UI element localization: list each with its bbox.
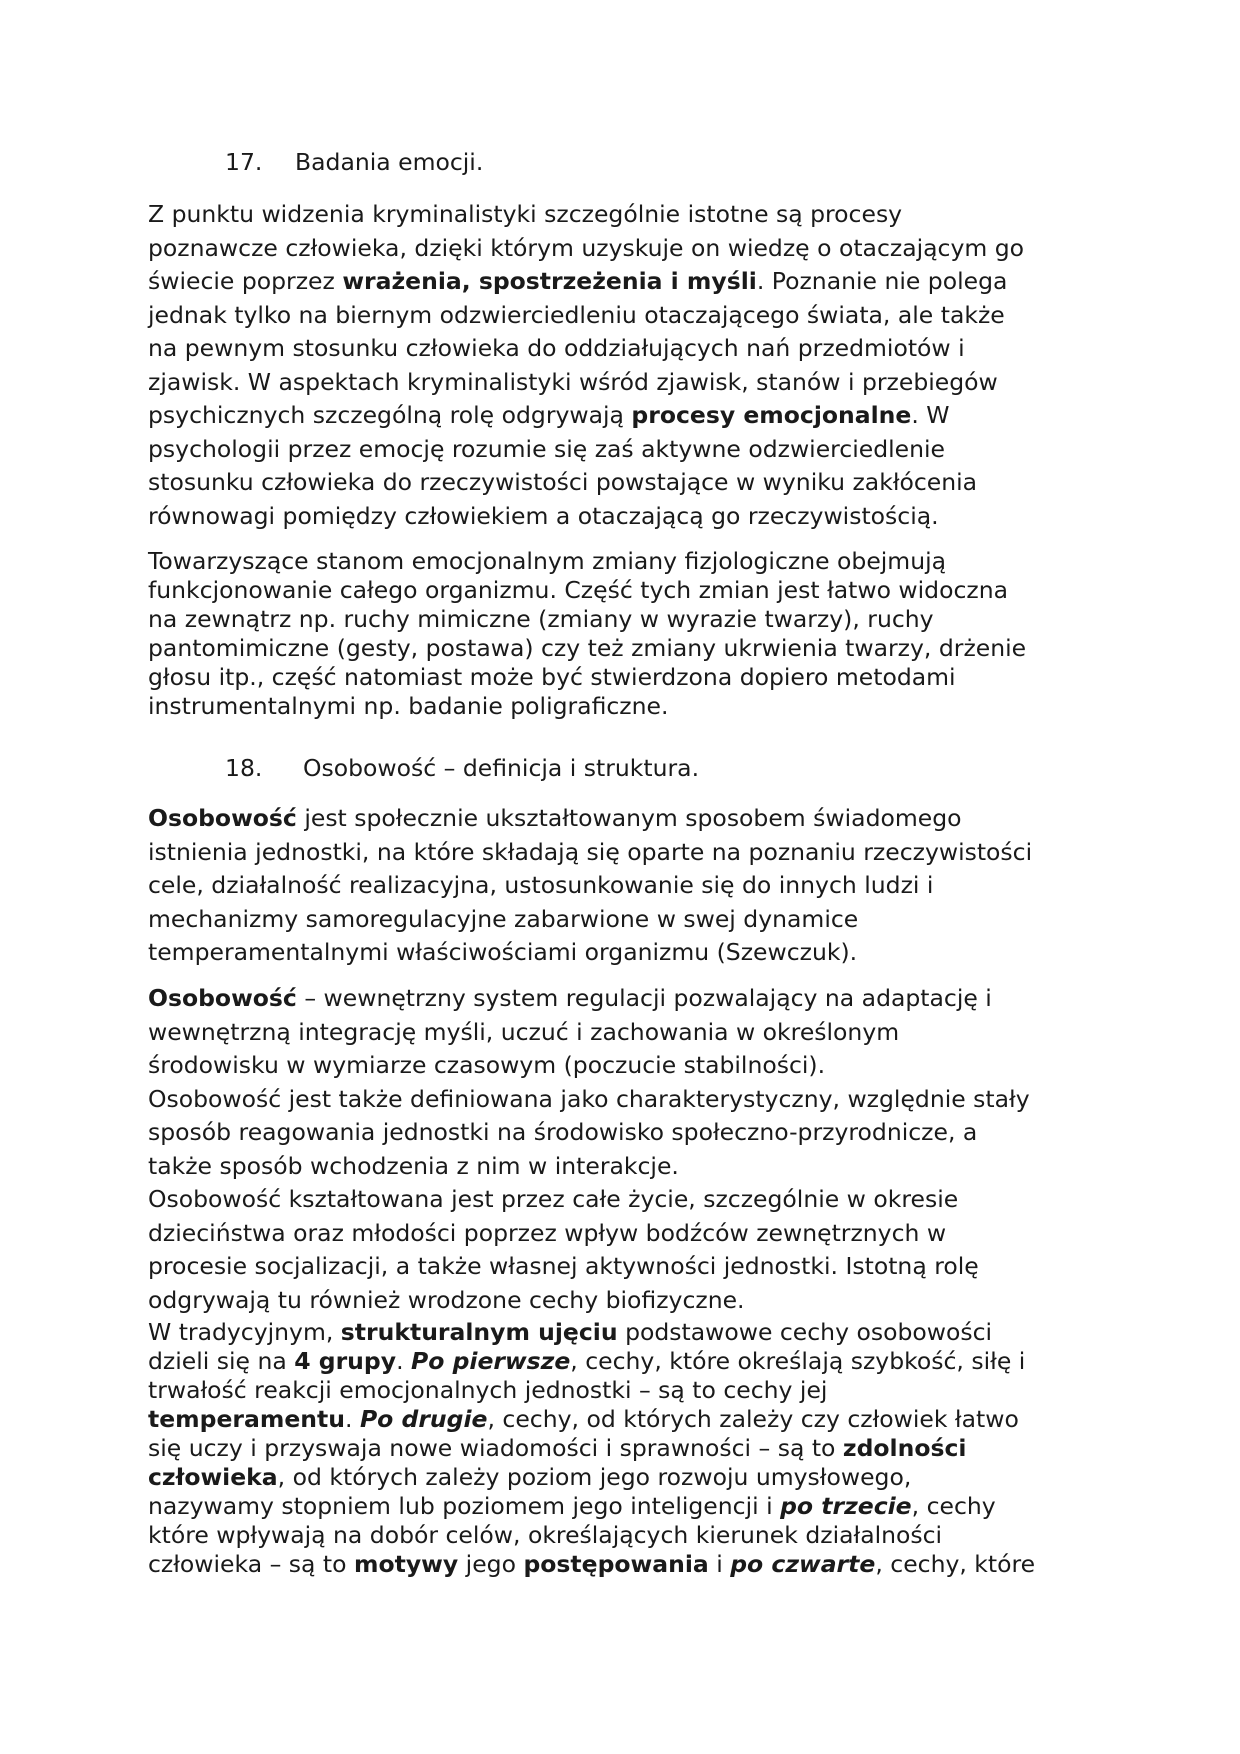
text-run: , cechy, które <box>875 1550 1036 1578</box>
text-line: trwałość reakcji emocjonalnych jednostki – są to cechy jej <box>148 1376 828 1404</box>
text-line <box>148 1405 1108 1434</box>
text-line <box>148 1318 1108 1347</box>
bold-term: wrażenia, spostrzeżenia i myśli <box>342 267 757 295</box>
text-run: . <box>396 1347 412 1375</box>
text-line <box>148 802 1108 836</box>
section-18-title: Osobowość – definicja i struktura. <box>303 754 700 782</box>
bold-term: człowieka <box>148 1463 278 1491</box>
section-17-paragraph-1 <box>148 198 1108 533</box>
text-run: jest społecznie ukształtowanym sposobem świadomego <box>296 804 962 832</box>
text-line: środowisku w wymiarze czasowym (poczucie stabilności). <box>148 1051 826 1079</box>
bold-term: Osobowość <box>148 804 297 832</box>
text-line: które wpływają na dobór celów, określających kierunek działalności <box>148 1521 943 1549</box>
text-run: W tradycyjnym, <box>148 1318 341 1346</box>
text-line: cele, działalność realizacyjna, ustosunkowanie się do innych ludzi i <box>148 871 934 899</box>
text-line: funkcjonowanie całego organizmu. Część tych zmian jest łatwo widoczna <box>148 576 1009 604</box>
text-line: stosunku człowieka do rzeczywistości powstające w wyniku zakłócenia <box>148 468 978 496</box>
text-run: , cechy, od których zależy czy człowiek łatwo <box>487 1405 1019 1433</box>
text-run: . Poznanie nie polega <box>756 267 1008 295</box>
text-line: na zewnątrz np. ruchy mimiczne (zmiany w wyrazie twarzy), ruchy <box>148 605 934 633</box>
section-18-paragraph-2 <box>148 982 1108 1317</box>
text-run: , cechy <box>911 1492 996 1520</box>
text-line <box>148 265 1108 299</box>
text-line <box>148 1434 1108 1463</box>
bold-term: zdolności <box>842 1434 967 1462</box>
bold-term: Osobowość <box>148 984 297 1012</box>
bold-italic-term: Po drugie <box>359 1405 488 1433</box>
section-18-paragraph-1 <box>148 802 1108 970</box>
section-18-paragraph-3 <box>148 1318 1108 1579</box>
text-line <box>148 1463 1108 1492</box>
text-run: , cechy, które określają szybkość, siłę i <box>570 1347 1026 1375</box>
text-line: psychologii przez emocję rozumie się zaś aktywne odzwierciedlenie <box>148 434 945 463</box>
text-line: głosu itp., część natomiast może być stwierdzona dopiero metodami <box>148 663 956 691</box>
text-line: procesie socjalizacji, a także własnej aktywności jednostki. Istotną rolę <box>148 1252 979 1280</box>
bold-italic-term: Po pierwsze <box>411 1347 571 1375</box>
bold-term: strukturalnym ujęciu <box>340 1318 618 1346</box>
text-line: mechanizmy samoregulacyjne zabarwione w swej dynamice <box>148 904 859 933</box>
bold-term: 4 grupy <box>294 1347 397 1375</box>
text-line: Z punktu widzenia kryminalistyki szczególnie istotne są procesy <box>148 200 903 228</box>
section-18-number: 18. <box>225 754 263 782</box>
text-line: równowagi pomiędzy człowiekiem a otaczającą go rzeczywistością. <box>148 501 939 530</box>
text-line: wewnętrzną integrację myśli, uczuć i zachowania w określonym <box>148 1017 900 1046</box>
section-18-heading <box>225 753 700 783</box>
text-line <box>148 399 1108 433</box>
text-line: Osobowość kształtowana jest przez całe życie, szczególnie w okresie <box>148 1185 959 1213</box>
text-run: człowieka – są to <box>148 1550 354 1578</box>
text-run: psychicznych szczególną rolę odgrywają <box>148 401 632 429</box>
section-17-paragraph-2 <box>148 547 1108 721</box>
text-run: , od których zależy poziom jego rozwoju umysłowego, <box>277 1463 912 1491</box>
section-17-heading <box>225 147 484 177</box>
text-line: zjawisk. W aspektach kryminalistyki wśród zjawisk, stanów i przebiegów <box>148 367 998 396</box>
text-run: się uczy i przyswaja nowe wiadomości i sprawności – są to <box>148 1434 843 1462</box>
bold-italic-term: po czwarte <box>730 1550 876 1578</box>
bold-italic-term: po trzecie <box>780 1492 912 1520</box>
bold-term: temperamentu <box>148 1405 345 1433</box>
text-line <box>148 1550 1108 1579</box>
text-run: jego <box>458 1550 524 1578</box>
bold-term: motywy <box>353 1550 459 1578</box>
text-run: świecie poprzez <box>148 267 343 295</box>
text-line: temperamentalnymi właściwościami organizmu (Szewczuk). <box>148 938 858 966</box>
text-line: Osobowość jest także definiowana jako charakterystyczny, względnie stały <box>148 1084 1030 1113</box>
text-line: dzieciństwa oraz młodości poprzez wpływ bodźców zewnętrznych w <box>148 1218 947 1247</box>
text-line <box>148 982 1108 1016</box>
text-line: Towarzyszące stanom emocjonalnym zmiany fizjologiczne obejmują <box>148 547 947 575</box>
text-line: także sposób wchodzenia z nim w interakcje. <box>148 1151 679 1180</box>
text-line: jednak tylko na biernym odzwierciedleniu otaczającego świata, ale także <box>148 300 1005 329</box>
bold-term: postępowania <box>523 1550 709 1578</box>
section-17-number: 17. <box>225 148 263 176</box>
text-line: istnienia jednostki, na które składają się oparte na poznaniu rzeczywistości <box>148 837 1033 866</box>
text-run: . W <box>911 401 950 429</box>
text-run: podstawowe cechy osobowości <box>617 1318 993 1346</box>
text-run: i <box>708 1550 731 1578</box>
text-line <box>148 1492 1108 1521</box>
text-line: sposób reagowania jednostki na środowisko społeczno-przyrodnicze, a <box>148 1118 978 1146</box>
text-line: poznawcze człowieka, dzięki którym uzyskuje on wiedzę o otaczającym go <box>148 233 1025 262</box>
bold-term: procesy emocjonalne <box>631 401 912 429</box>
text-run: dzieli się na <box>148 1347 295 1375</box>
text-run: . <box>345 1405 360 1433</box>
text-run: – wewnętrzny system regulacji pozwalający na adaptację i <box>296 984 992 1012</box>
text-line <box>148 1347 1108 1376</box>
section-17-title: Badania emocji. <box>295 148 484 176</box>
text-line: instrumentalnymi np. badanie poligraficzne. <box>148 692 669 720</box>
text-line: pantomimiczne (gesty, postawa) czy też zmiany ukrwienia twarzy, drżenie <box>148 634 1027 662</box>
text-run: nazywamy stopniem lub poziomem jego inteligencji i <box>148 1492 781 1520</box>
text-line: na pewnym stosunku człowieka do oddziałujących nań przedmiotów i <box>148 334 965 362</box>
text-line: odgrywają tu również wrodzone cechy biofizyczne. <box>148 1285 745 1314</box>
